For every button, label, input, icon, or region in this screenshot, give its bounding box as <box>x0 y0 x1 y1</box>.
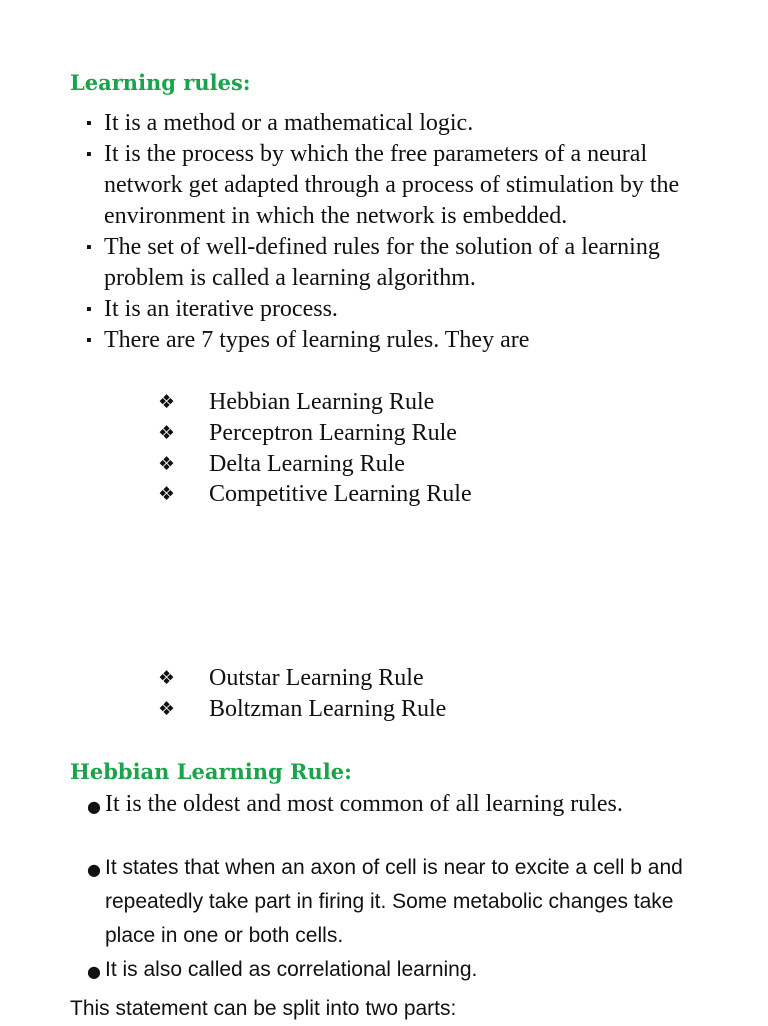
hebbian-sans-list <box>87 851 705 987</box>
hebbian-serif-list <box>87 789 705 820</box>
bullet-text: It states that when an axon of cell is near to excite a cell b and repeatedly take part in firing it. Some metabolic changes take place in one or both cells. <box>105 856 683 947</box>
list-item <box>86 232 724 294</box>
list-item <box>86 325 724 356</box>
list-item <box>158 479 718 510</box>
square-bullet-icon: ▪ <box>86 115 92 132</box>
bullet-text: It is the oldest and most common of all learning rules. <box>105 791 623 817</box>
rule-type-label: Perceptron Learning Rule <box>209 419 457 446</box>
list-item <box>158 694 718 725</box>
rule-type-label: Boltzman Learning Rule <box>209 695 447 722</box>
list-item <box>158 387 718 418</box>
rule-types-list-a <box>158 387 718 510</box>
rule-type-label: Outstar Learning Rule <box>209 665 424 691</box>
learning-rules-bullet-list <box>86 108 724 356</box>
list-item <box>86 139 724 232</box>
trailing-paragraph: This statement can be split into two parts: <box>70 997 457 1020</box>
dot-bullet-icon: ● <box>87 797 101 816</box>
bullet-text: There are 7 types of learning rules. They are <box>104 327 530 353</box>
dot-bullet-icon: ● <box>87 860 101 879</box>
list-item <box>86 294 724 325</box>
list-item <box>87 789 705 820</box>
square-bullet-icon: ▪ <box>86 301 92 318</box>
rule-type-label: Competitive Learning Rule <box>209 481 472 508</box>
list-item <box>158 418 718 449</box>
dot-bullet-icon: ● <box>87 962 101 981</box>
list-item <box>86 108 724 139</box>
diamond-bullet-icon: ❖ <box>158 483 176 506</box>
bullet-text: It is the process by which the free parameters of a neural network get adapted through a process of stimulation by the environment in which the network is embedded. <box>104 141 680 229</box>
bullet-text: It is a method or a mathematical logic. <box>104 110 474 136</box>
list-item <box>87 851 705 953</box>
diamond-bullet-icon: ❖ <box>158 667 176 689</box>
square-bullet-icon: ▪ <box>86 146 92 163</box>
diamond-bullet-icon: ❖ <box>158 452 176 475</box>
list-item <box>87 953 705 987</box>
rule-type-label: Hebbian Learning Rule <box>209 389 435 415</box>
diamond-bullet-icon: ❖ <box>158 697 176 720</box>
square-bullet-icon: ▪ <box>86 239 92 256</box>
list-item <box>158 663 718 694</box>
rule-type-label: Delta Learning Rule <box>209 450 405 477</box>
learning-rules-heading: Learning rules: <box>70 70 251 95</box>
bullet-text: The set of well-defined rules for the solution of a learning problem is called a learning algorithm. <box>104 234 660 291</box>
list-item <box>158 449 718 480</box>
diamond-bullet-icon: ❖ <box>158 391 176 413</box>
diamond-bullet-icon: ❖ <box>158 421 176 444</box>
bullet-text: It is an iterative process. <box>104 296 338 322</box>
square-bullet-icon: ▪ <box>86 332 92 349</box>
bullet-text: It is also called as correlational learning. <box>105 958 478 981</box>
rule-types-list-b <box>158 663 718 725</box>
hebbian-rule-heading: Hebbian Learning Rule: <box>70 759 352 784</box>
